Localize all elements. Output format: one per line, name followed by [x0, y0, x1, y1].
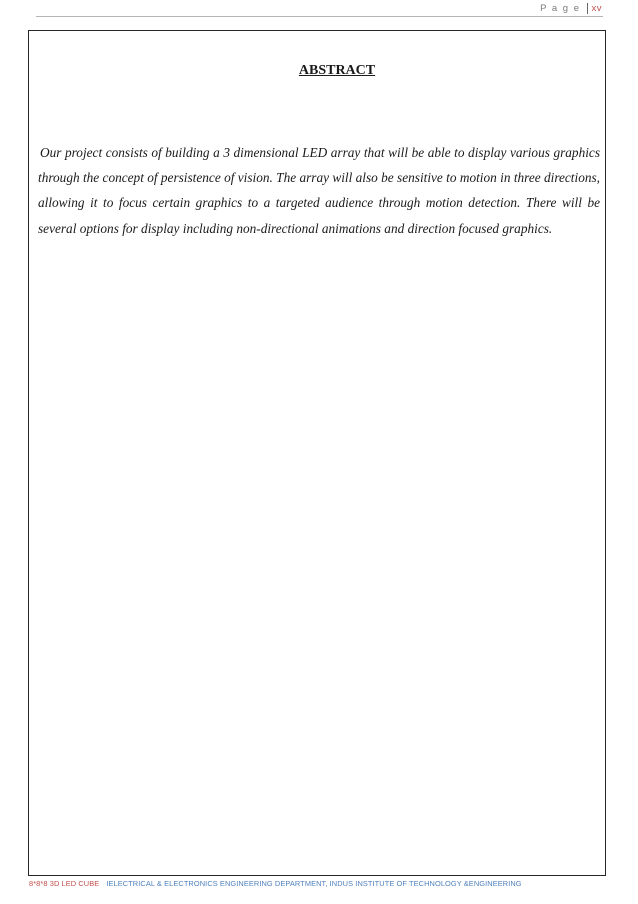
header-separator — [587, 3, 588, 14]
page-label: P a g e — [540, 2, 581, 14]
abstract-title: ABSTRACT — [298, 63, 376, 78]
abstract-body: Our project consists of building a 3 dimensional LED array that will be able to display various graphics through the concept of persistence of vision. The array will also be sensitive to motion in three directions, allowing it to focus certain graphics to a targeted audience through motion detection. There will be several options for display including non-directional animations and direction focused graphics. — [38, 145, 600, 236]
page-footer — [29, 879, 609, 888]
header-rule — [36, 16, 603, 17]
footer-department: IELECTRICAL & ELECTRONICS ENGINEERING DEPARTMENT, INDUS INSTITUTE OF TECHNOLOGY &ENGINEERING — [106, 879, 522, 888]
abstract-title-container — [28, 63, 606, 79]
page-header — [540, 0, 602, 16]
page-number: xv — [591, 2, 602, 14]
footer-project: 8*8*8 3D LED CUBE — [29, 879, 100, 888]
